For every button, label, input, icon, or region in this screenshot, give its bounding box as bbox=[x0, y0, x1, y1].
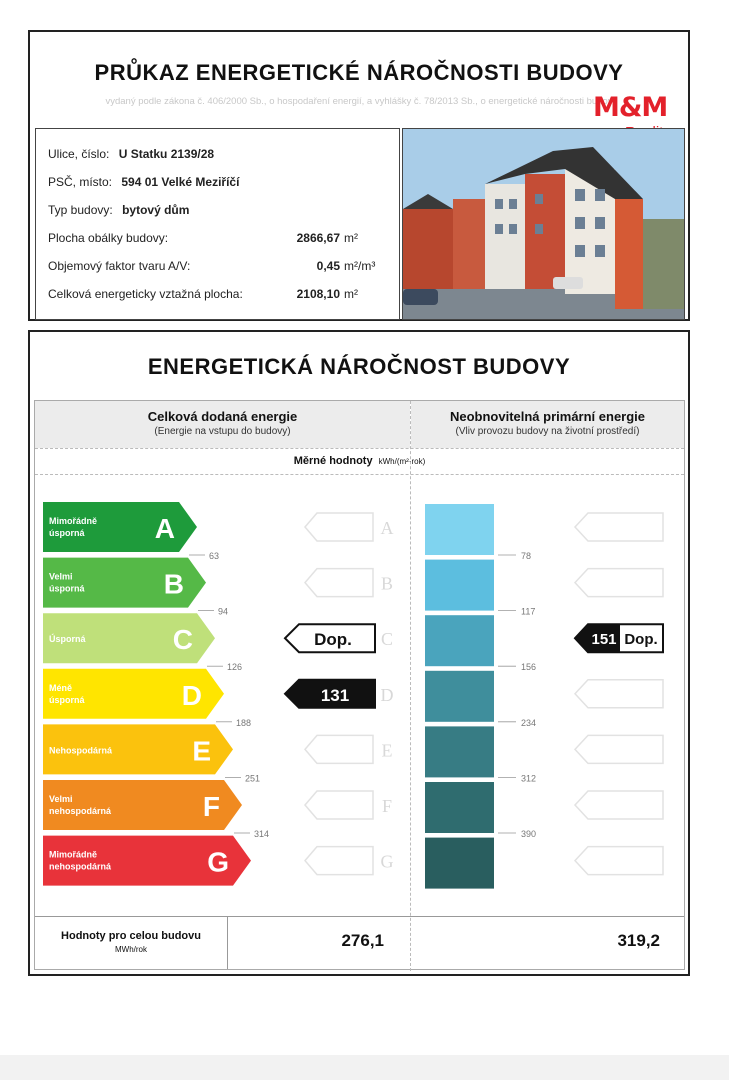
class-label-b: úsporná bbox=[49, 583, 85, 594]
document-title: PRŮKAZ ENERGETICKÉ NÁROČNOSTI BUDOVY bbox=[94, 60, 624, 85]
left-header-subtitle: (Energie na vstupu do budovy) bbox=[154, 426, 291, 437]
class-ghost-letter: A bbox=[380, 518, 394, 538]
threshold-label-right: 390 bbox=[521, 829, 537, 839]
envelope-label: Plocha obálky budovy: bbox=[48, 231, 169, 245]
envelope-value: 2866,67 bbox=[296, 231, 340, 245]
street-value: U Statku 2139/28 bbox=[118, 147, 215, 161]
class-label-g: Mimořádně bbox=[49, 849, 98, 860]
actual-value-left: 131 bbox=[320, 685, 350, 705]
recommended-label-right: Dop. bbox=[624, 631, 658, 649]
class-letter-g: G bbox=[207, 846, 229, 878]
city-value: 594 01 Velké Meziříčí bbox=[121, 175, 240, 189]
left-header-title: Celková dodaná energie bbox=[147, 409, 298, 424]
class-ghost-letter: D bbox=[380, 684, 394, 705]
class-label-a: úsporná bbox=[49, 528, 85, 538]
totals-label-box bbox=[35, 916, 228, 969]
primary-energy-band-g bbox=[425, 838, 494, 889]
section-title: ENERGETICKÁ NÁROČNOST BUDOVY bbox=[147, 354, 571, 379]
threshold-label-right: 234 bbox=[521, 717, 537, 728]
class-letter-d: D bbox=[181, 679, 202, 711]
shape-factor-row bbox=[48, 259, 388, 273]
type-label: Typ budovy: bbox=[48, 203, 113, 217]
class-label-c: Úsporná bbox=[49, 634, 86, 645]
class-ghost-letter: F bbox=[381, 796, 393, 816]
page-bottom-strip bbox=[0, 1055, 729, 1080]
type-value: bytový dům bbox=[122, 203, 190, 217]
totals-row bbox=[35, 916, 684, 971]
empty-marker-left bbox=[305, 569, 373, 597]
class-letter-e: E bbox=[192, 735, 211, 767]
threshold-label-right: 117 bbox=[521, 606, 536, 617]
threshold-label-right: 312 bbox=[521, 773, 537, 784]
floor-area-unit: m² bbox=[344, 287, 358, 301]
rating-grid bbox=[34, 400, 685, 970]
threshold-label-left: 314 bbox=[254, 829, 270, 839]
totals-unit: MWh/rok bbox=[115, 945, 147, 954]
empty-marker-left bbox=[305, 847, 373, 875]
class-ghost-letter: B bbox=[380, 573, 394, 594]
empty-marker-right bbox=[575, 680, 663, 708]
empty-marker-right bbox=[575, 513, 663, 541]
threshold-label-left: 94 bbox=[218, 606, 229, 617]
totals-label: Hodnoty pro celou budovu bbox=[61, 930, 201, 942]
units-value: kWh/(m²·rok) bbox=[378, 457, 426, 466]
street-label: Ulice, číslo: bbox=[48, 147, 110, 161]
recommended-label-left: Dop. bbox=[314, 630, 352, 650]
class-letter-f: F bbox=[202, 791, 220, 822]
certificate-header bbox=[28, 30, 690, 321]
primary-energy-band-c bbox=[425, 615, 494, 666]
class-letter-a: A bbox=[154, 513, 175, 544]
class-ghost-letter: G bbox=[380, 851, 394, 872]
threshold-label-right: 156 bbox=[521, 662, 537, 673]
total-primary-energy: 319,2 bbox=[617, 931, 660, 950]
floor-area-value: 2108,10 bbox=[296, 287, 340, 301]
actual-value-right: 151 bbox=[591, 631, 617, 649]
units-label: Měrné hodnoty bbox=[293, 455, 373, 467]
document-subtitle: vydaný podle zákona č. 406/2000 Sb., o hospodaření energií, a vyhlášky č. 78/2013 Sb., o energetické náročnosti budov bbox=[105, 96, 613, 107]
floor-area-row bbox=[48, 287, 388, 301]
shape-factor-value: 0,45 bbox=[316, 259, 340, 273]
envelope-row bbox=[48, 231, 388, 245]
shape-factor-unit: m²/m³ bbox=[344, 259, 376, 273]
floor-area-label: Celková energeticky vztažná plocha: bbox=[48, 287, 243, 301]
empty-marker-left bbox=[305, 513, 373, 541]
class-ghost-letter: C bbox=[380, 629, 394, 650]
class-label-f: Velmi bbox=[49, 794, 73, 804]
street-row bbox=[48, 147, 214, 161]
threshold-label-left: 188 bbox=[236, 717, 252, 728]
primary-energy-band-f bbox=[425, 782, 494, 833]
city-label: PSČ, místo: bbox=[48, 175, 113, 189]
building-photo bbox=[402, 128, 685, 320]
empty-marker-left bbox=[305, 791, 373, 819]
threshold-label-left: 126 bbox=[227, 662, 243, 673]
class-label-e: Nehospodárná bbox=[49, 745, 113, 756]
building-info-panel bbox=[35, 128, 400, 320]
class-letter-b: B bbox=[163, 568, 184, 600]
class-label-d: Méně bbox=[49, 682, 73, 693]
city-row bbox=[48, 175, 239, 189]
class-label-b: Velmi bbox=[49, 571, 73, 582]
class-label-g: nehospodárná bbox=[49, 861, 112, 872]
threshold-label-left: 251 bbox=[245, 773, 261, 784]
class-ghost-letter: E bbox=[381, 740, 393, 761]
building-photo-illustration bbox=[403, 129, 685, 320]
shape-factor-label: Objemový faktor tvaru A/V: bbox=[48, 259, 191, 273]
type-row bbox=[48, 203, 189, 217]
empty-marker-right bbox=[575, 735, 663, 763]
class-letter-c: C bbox=[172, 624, 193, 656]
primary-energy-band-e bbox=[425, 726, 494, 777]
primary-energy-band-b bbox=[425, 560, 494, 611]
logo-brand: M&M bbox=[593, 92, 668, 123]
empty-marker-left bbox=[305, 735, 373, 763]
empty-marker-right bbox=[575, 569, 663, 597]
class-label-d: úsporná bbox=[49, 694, 85, 705]
primary-energy-band-a bbox=[425, 504, 494, 555]
primary-energy-band-d bbox=[425, 671, 494, 722]
threshold-label-right: 78 bbox=[521, 551, 532, 561]
class-label-a: Mimořádně bbox=[49, 516, 98, 526]
threshold-label-left: 63 bbox=[209, 551, 220, 561]
total-delivered-energy: 276,1 bbox=[341, 931, 384, 950]
energy-scale bbox=[35, 401, 684, 916]
energy-rating-section bbox=[28, 330, 690, 976]
class-label-f: nehospodárná bbox=[49, 806, 112, 816]
right-header-subtitle: (Vliv provozu budovy na životní prostředí) bbox=[455, 426, 640, 437]
right-header-title: Neobnovitelná primární energie bbox=[449, 409, 646, 424]
empty-marker-right bbox=[575, 847, 663, 875]
empty-marker-right bbox=[575, 791, 663, 819]
envelope-unit: m² bbox=[344, 231, 358, 245]
